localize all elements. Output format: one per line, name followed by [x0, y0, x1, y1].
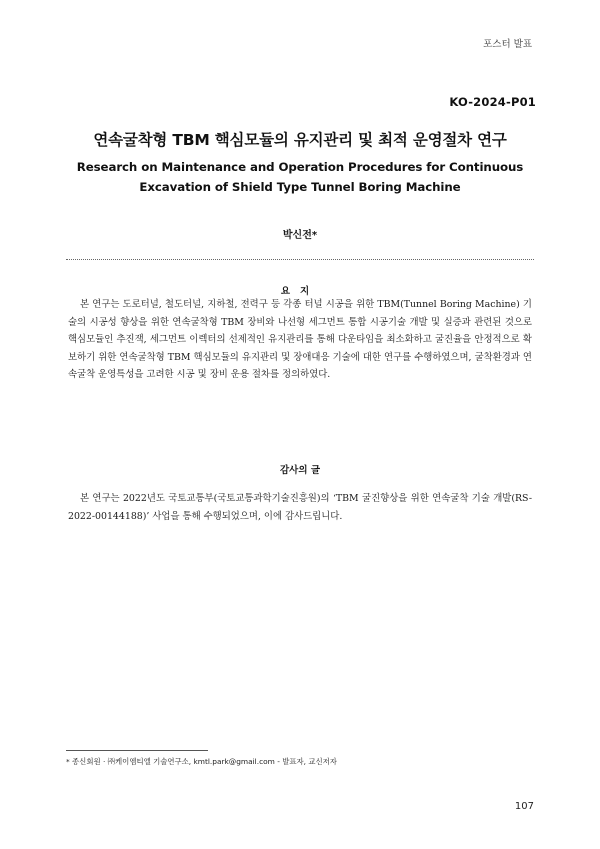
- author-name: 박신전*: [282, 230, 318, 241]
- paper-code: KO-2024-P01: [449, 95, 536, 109]
- acknowledgement-heading: 감사의 글: [279, 465, 320, 476]
- footnote: * 종신회원 · ㈜케이엠티엘 기술연구소, kmtl.park@gmail.com - 발표자, 교신저자: [66, 757, 337, 766]
- title-english: Research on Maintenance and Operation Procedures for Continuous Excavation of Shield Type Tunnel Boring Machine: [76, 160, 524, 194]
- abstract-heading: 요지: [280, 286, 320, 297]
- abstract-body: 본 연구는 도로터널, 철도터널, 지하철, 전력구 등 각종 터널 시공을 위한 TBM(Tunnel Boring Machine) 기술의 시공성 향상을 위한 연속굴착형 TBM 장비와 나선형 세그먼트 통합 시공기술 개발 및 실증과 관련된 것으로 핵심모듈인 추진잭, 세그먼트 이렉터의 선제적인 유지관리를 통해 다운타임을 최소화하고 굴진율을 안정적으로 확보하기 위한 연속굴착형 TBM 핵심모듈의 유지관리 및 장애대응 기술에 대한 연구를 수행하였으며, 굴착환경과 연속굴착 운영특성을 고려한 시공 및 장비 운용 절차를 정의하였다.: [68, 299, 532, 381]
- page-number: 107: [514, 801, 534, 812]
- page-label: 포스터 발표: [483, 39, 532, 50]
- title-korean: 연속굴착형 TBM 핵심모듈의 유지관리 및 최적 운영절차 연구: [93, 131, 507, 149]
- acknowledgement-body: 본 연구는 2022년도 국토교통부(국토교통과학기술진흥원)의 ‘TBM 굴진향상을 위한 연속굴착 기술 개발(RS-2022-00144188)’ 사업을 통해 수행되었으며, 이에 감사드립니다.: [68, 493, 532, 522]
- section-divider: [66, 259, 534, 260]
- footnote-rule: [66, 750, 208, 751]
